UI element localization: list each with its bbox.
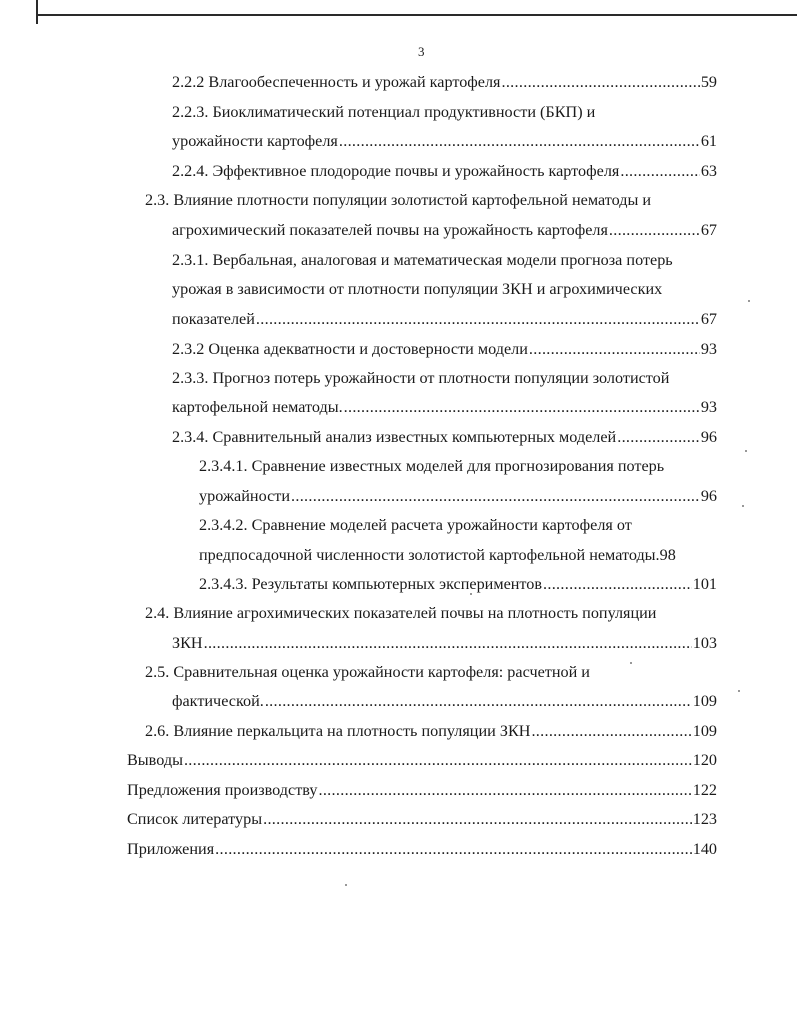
toc-leader-dots [501,72,699,92]
toc-entry [199,486,717,506]
toc-leader-dots [344,397,700,417]
toc-entry-title: Выводы [127,751,183,769]
toc-entry-title: 2.3.2 Оценка адекватности и достоверности модели [172,340,528,358]
toc-entry-title: 2.3.4.3. Результаты компьютерных экспериментов [199,575,543,593]
toc-entry-title: показателей [172,310,255,328]
toc-leader-dots [609,220,700,240]
scan-speck [630,662,632,664]
toc-entry-title: предпосадочной численности золотистой картофельной нематоды.98 [199,546,676,564]
toc-entry-title: фактической. [172,692,264,710]
scan-speck [738,690,740,692]
toc-entry-title: урожайности [199,487,290,505]
toc-leader-dots [620,161,699,181]
toc-entry-title: 2.3.4.2. Сравнение моделей расчета урожайности картофеля от [199,516,632,534]
toc-entry-page: 61 [700,132,717,150]
toc-entry [172,427,717,447]
toc-leader-dots [263,809,692,829]
toc-entry [127,809,717,829]
toc-entry [127,839,717,859]
toc-entry-page: 140 [692,840,717,858]
toc-entry [127,780,717,800]
toc-leader-dots [531,721,691,741]
toc-leader-dots [215,839,692,859]
toc-entry-title: 2.3.3. Прогноз потерь урожайности от плотности популяции золотистой [172,369,670,387]
toc-entry-title: 2.3. Влияние плотности популяции золотистой картофельной нематоды и [145,191,652,209]
toc-entry-title: 2.5. Сравнительная оценка урожайности картофеля: расчетной и [145,663,590,681]
toc-entry-title: картофельной нематоды. [172,398,343,416]
toc-entry-page: 109 [692,692,717,710]
toc-entry [172,691,717,711]
toc-entry-page: 59 [700,73,717,91]
toc-entry-title: 2.3.4. Сравнительный анализ известных компьютерных моделей [172,428,617,446]
toc-entry [172,72,717,92]
toc-leader-dots [184,750,692,770]
scan-speck [470,593,472,595]
toc-entry-page: 122 [692,781,717,799]
toc-entry-title: урожая в зависимости от плотности популяции ЗКН и агрохимических [172,280,663,298]
toc-entry-page: 101 [692,575,717,593]
toc-entry [172,220,717,240]
toc-leader-dots [529,339,700,359]
toc-entry [145,721,717,741]
toc-entry [199,574,717,594]
toc-entry-title: ЗКН [172,634,203,652]
toc-entry [127,750,717,770]
toc-entry-title: 2.6. Влияние перкальцита на плотность популяции ЗКН [145,722,531,740]
page-number: 3 [418,44,425,59]
toc-entry-title: 2.3.1. Вербальная, аналоговая и математическая модели прогноза потерь [172,251,673,269]
toc-entry-title: урожайности картофеля [172,132,338,150]
toc-entry-title: 2.3.4.1. Сравнение известных моделей для прогнозирования потерь [199,457,665,475]
scan-speck [345,884,347,886]
toc-entry [172,397,717,417]
toc-entry-page: 120 [692,751,717,769]
toc-entry-page: 123 [692,810,717,828]
toc-entry-page: 103 [692,634,717,652]
toc-entry-page: 67 [700,221,717,239]
scan-speck [742,505,744,507]
toc-entry-title: Список литературы [127,810,263,828]
toc-entry-page: 96 [700,428,717,446]
scan-border-left [36,0,38,24]
toc-entry-page: 67 [700,310,717,328]
toc-entry-page: 93 [700,398,717,416]
toc-entry-title: 2.4. Влияние агрохимических показателей почвы на плотность популяции [145,604,657,622]
scan-speck [745,450,747,452]
toc-leader-dots [265,691,692,711]
toc-entry [172,339,717,359]
toc-entry-page: 109 [692,722,717,740]
toc-entry [172,633,717,653]
toc-entry [172,161,717,181]
toc-leader-dots [617,427,700,447]
scan-border-top [36,14,797,16]
toc-entry-title: Приложения [127,840,215,858]
toc-entry-title: 2.2.4. Эффективное плодородие почвы и урожайность картофеля [172,162,620,180]
toc-entry [172,131,717,151]
toc-leader-dots [291,486,700,506]
toc-entry-page: 63 [700,162,717,180]
toc-entry-page: 93 [700,340,717,358]
toc-leader-dots [339,131,700,151]
scan-speck [748,300,750,302]
toc-leader-dots [256,309,700,329]
toc-entry-title: Предложения производству [127,781,318,799]
toc-entry-title: агрохимический показателей почвы на урожайность картофеля [172,221,608,239]
toc-entry-page: 96 [700,487,717,505]
toc-entry-title: 2.2.2 Влагообеспеченность и урожай картофеля [172,73,501,91]
toc-entry [172,309,717,329]
toc-entry-title: 2.2.3. Биоклиматический потенциал продуктивности (БКП) и [172,103,596,121]
toc-leader-dots [204,633,692,653]
toc-leader-dots [318,780,691,800]
toc-leader-dots [543,574,692,594]
